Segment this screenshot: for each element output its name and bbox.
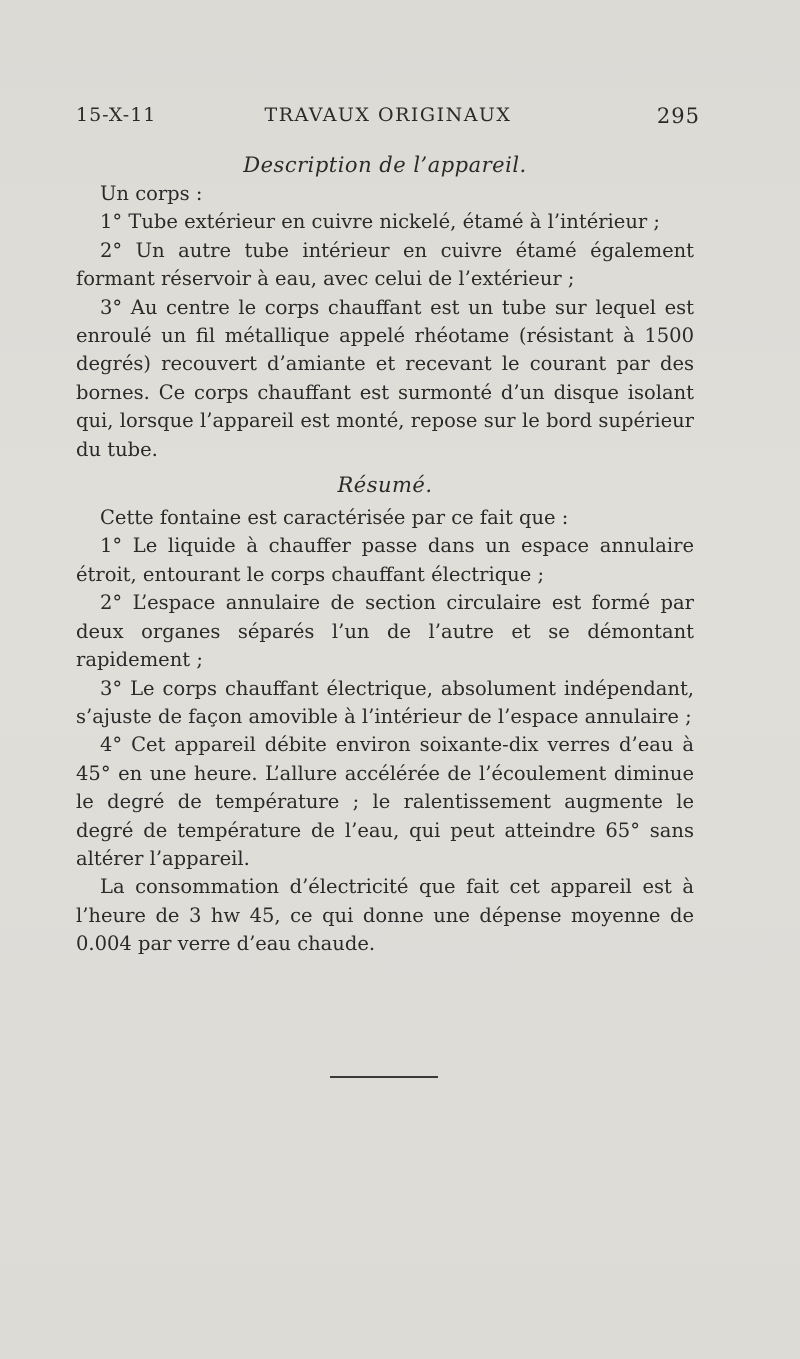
paragraph: 1° Le liquide à chauffer passe dans un espace annulaire étroit, entourant le corps chauffant électrique ;	[76, 534, 694, 586]
paragraph: 3° Au centre le corps chauffant est un tube sur lequel est enroulé un fil métallique appelé rhéotame (résistant à 1500 degrés) recouvert d’amiante et recevant le courant par des bornes. Ce corps chauffant est surmonté d’un disque isolant qui, lorsque l’appareil est monté, repose sur le bord supérieur du tube.	[76, 295, 694, 461]
body-text	[76, 150, 694, 959]
page-number: 295	[656, 104, 700, 128]
paragraph: 4° Cet appareil débite environ soixante-dix verres d’eau à 45° en une heure. L’allure accélérée de l’écoulement diminue le degré de température ; le ralentissement augmente le degré de température de l’eau, qui peut atteindre 65° sans altérer l’appareil.	[76, 733, 694, 870]
end-rule	[330, 1076, 438, 1078]
paragraph: 2° Un autre tube intérieur en cuivre étamé également formant réservoir à eau, avec celui de l’extérieur ;	[76, 238, 694, 291]
paragraph: Un corps :	[100, 182, 203, 205]
paragraph: La consommation d’électricité que fait cet appareil est à l’heure de 3 hw 45, ce qui donne une dépense moyenne de 0.004 par verre d’eau chaude.	[76, 875, 694, 956]
header-title: TRAVAUX ORIGINAUX	[264, 104, 512, 126]
paragraph: 2° L’espace annulaire de section circulaire est formé par deux organes séparés l’un de l’autre et se démontant rapidement ;	[76, 591, 694, 672]
section-title-resume: Résumé.	[337, 473, 433, 498]
header-date: 15-X-11	[76, 104, 157, 126]
paragraph: 3° Le corps chauffant électrique, absolument indépendant, s’ajuste de façon amovible à l’intérieur de l’espace annulaire ;	[76, 676, 694, 728]
paragraph: 1° Tube extérieur en cuivre nickelé, étamé à l’intérieur ;	[100, 210, 660, 234]
paragraph: Cette fontaine est caractérisée par ce fait que :	[100, 506, 569, 530]
running-header	[76, 104, 700, 134]
section-title-description: Description de l’appareil.	[243, 153, 527, 177]
